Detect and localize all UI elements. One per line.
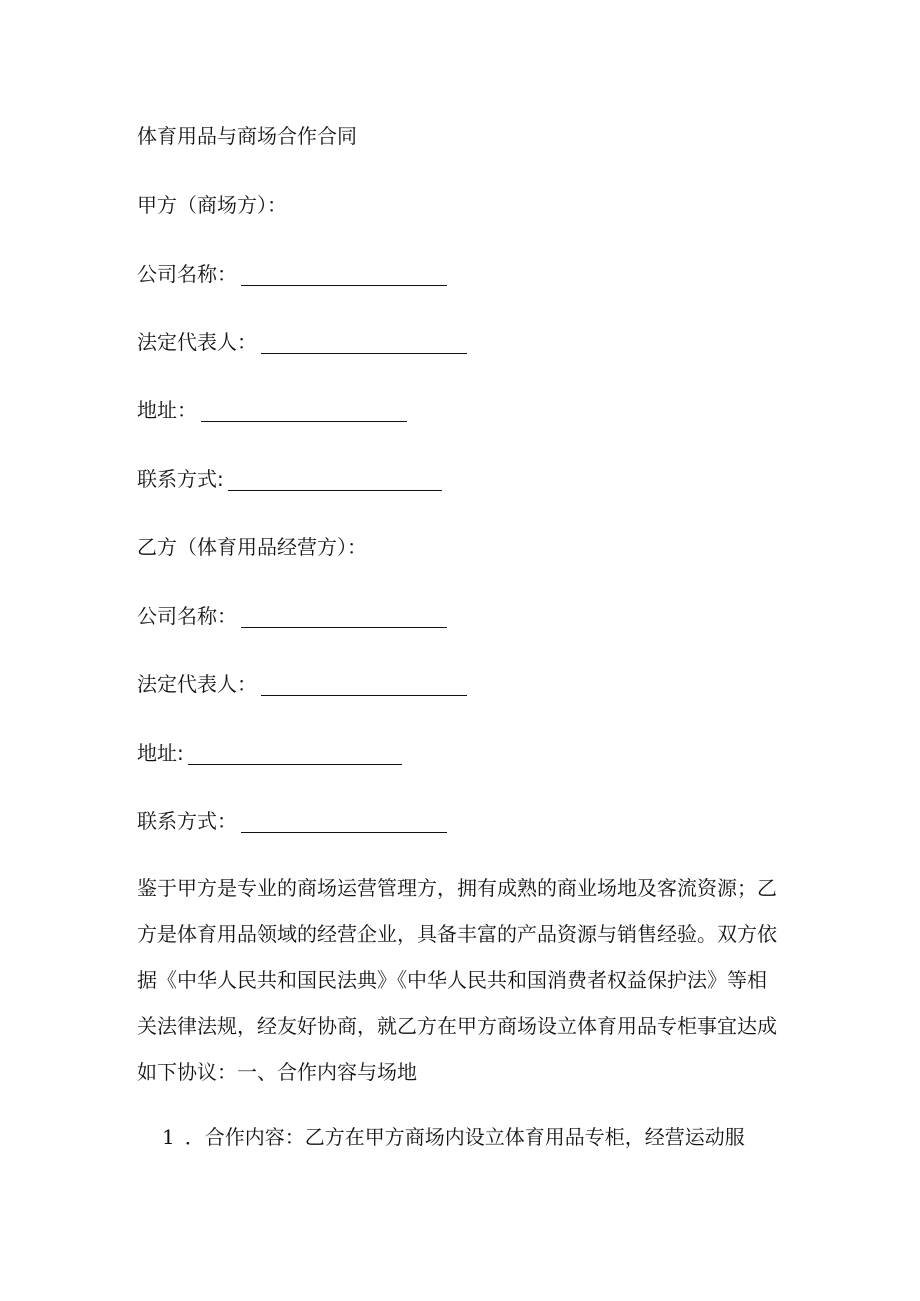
party-b-representative-row [137, 672, 467, 696]
party-a-company-row [137, 262, 447, 286]
party-a-address-blank [201, 401, 407, 422]
party-b-heading: 乙方（体育用品经营方）： [137, 535, 367, 559]
party-a-contact-label: 联系方式: [137, 467, 224, 491]
preamble-line: 如下协议：一、合作内容与场地 [137, 1060, 417, 1084]
clause-1-text: ．合作内容：乙方在甲方商场内设立体育用品专柜，经营运动服 [184, 1125, 745, 1149]
document-title: 体育用品与商场合作合同 [137, 124, 357, 148]
party-b-contact-blank [241, 812, 447, 833]
party-b-address-label: 地址: [137, 741, 184, 765]
party-b-representative-blank [261, 675, 467, 696]
party-a-representative-row [137, 330, 467, 354]
party-b-address-blank [188, 744, 402, 765]
party-a-address-row [137, 398, 407, 422]
clause-1 [162, 1125, 745, 1149]
party-a-company-label: 公司名称： [137, 262, 237, 286]
party-a-address-label: 地址： [137, 398, 197, 422]
party-b-contact-label: 联系方式： [137, 809, 237, 833]
party-a-heading: 甲方（商场方）： [137, 193, 287, 217]
preamble-line: 方是体育用品领域的经营企业，具备丰富的产品资源与销售经验。双方依 [137, 922, 777, 946]
party-b-contact-row [137, 809, 447, 833]
party-a-contact-blank [228, 470, 442, 491]
party-a-company-blank [241, 265, 447, 286]
preamble-line: 关法律法规，经友好协商，就乙方在甲方商场设立体育用品专柜事宜达成 [137, 1014, 777, 1038]
party-a-contact-row [137, 467, 442, 491]
preamble-paragraph [137, 876, 777, 1106]
party-b-company-blank [241, 607, 447, 628]
party-b-representative-label: 法定代表人： [137, 672, 257, 696]
party-a-representative-blank [261, 333, 467, 354]
party-a-representative-label: 法定代表人： [137, 330, 257, 354]
party-b-company-row [137, 604, 447, 628]
preamble-line: 鉴于甲方是专业的商场运营管理方，拥有成熟的商业场地及客流资源；乙 [137, 876, 777, 900]
clause-1-number: 1 [162, 1125, 175, 1149]
party-b-address-row [137, 741, 402, 765]
preamble-line: 据《中华人民共和国民法典》《中华人民共和国消费者权益保护法》等相 [137, 968, 767, 992]
party-b-company-label: 公司名称： [137, 604, 237, 628]
